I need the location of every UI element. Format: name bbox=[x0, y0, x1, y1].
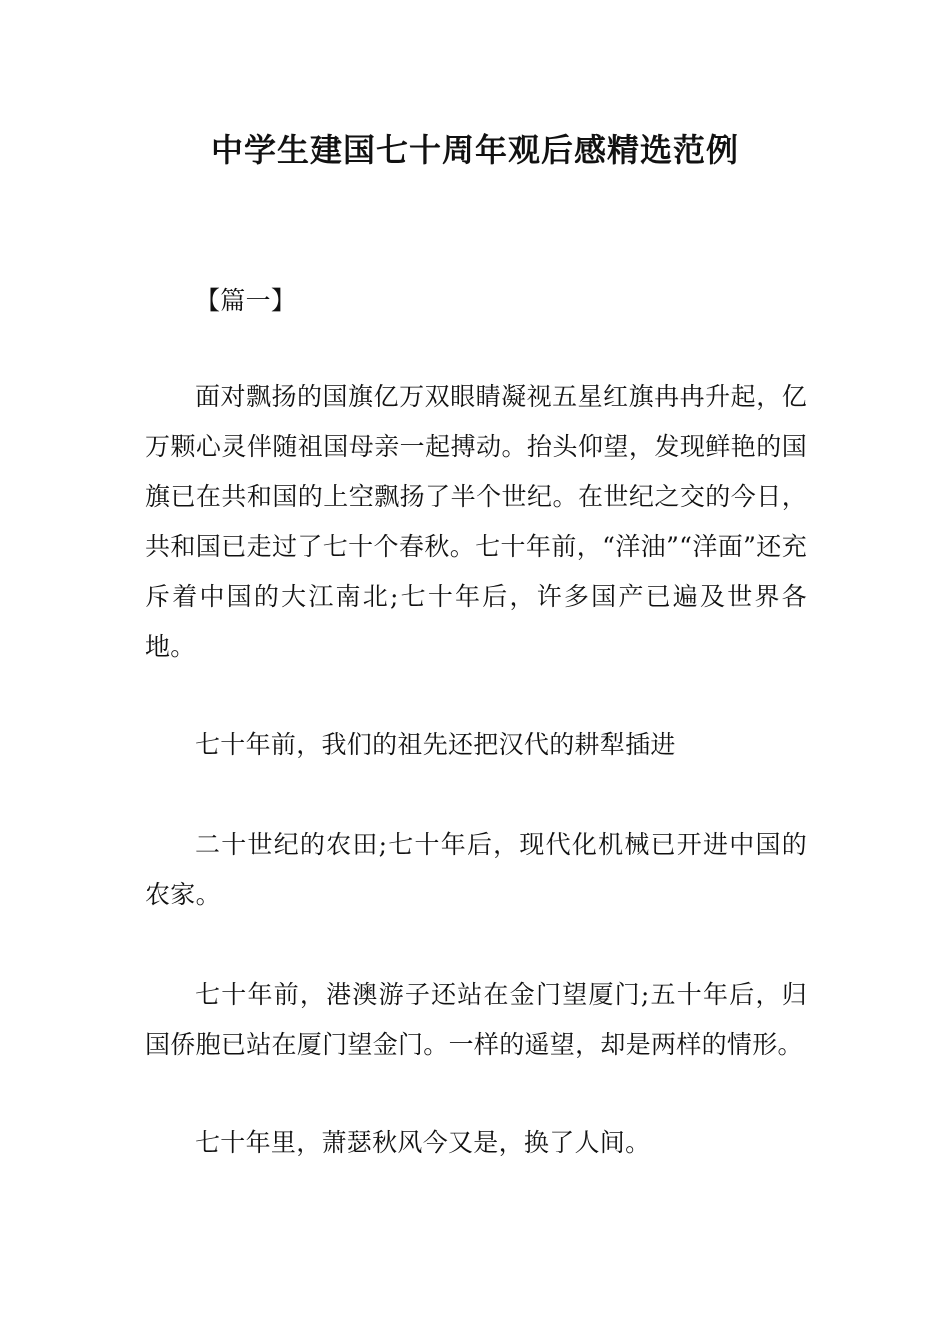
paragraph-2: 七十年前，我们的祖先还把汉代的耕犁插进 bbox=[195, 730, 676, 759]
document-title: 中学生建国七十周年观后感精选范例 bbox=[210, 131, 739, 169]
paragraph-1: 面对飘扬的国旗亿万双眼睛凝视五星红旗冉冉升起，亿万颗心灵伴随祖国母亲一起搏动。抬头仰望，发现鲜艳的国旗已在共和国的上空飘扬了半个世纪。在世纪之交的今日，共和国已走过了七十个春秋。七十年前，“洋油”“洋面”还充斥着中国的大江南北;七十年后，许多国产已遍及世界各地。 bbox=[145, 382, 807, 661]
paragraph-3: 二十世纪的农田;七十年后，现代化机械已开进中国的农家。 bbox=[145, 830, 807, 909]
section-label: 【篇一】 bbox=[195, 286, 297, 315]
paragraph-5: 七十年里，萧瑟秋风今又是，换了人间。 bbox=[195, 1128, 651, 1157]
paragraph-4: 七十年前，港澳游子还站在金门望厦门;五十年后，归国侨胞已站在厦门望金门。一样的遥望，却是两样的情形。 bbox=[145, 980, 807, 1059]
